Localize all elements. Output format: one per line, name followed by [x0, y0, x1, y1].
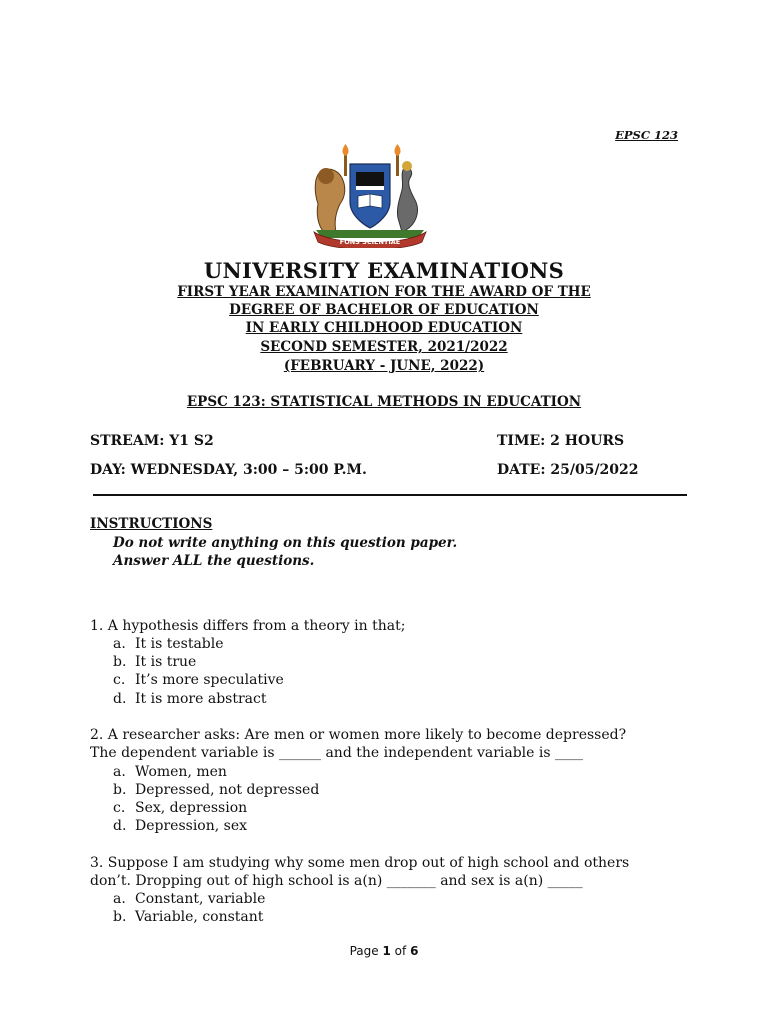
instruction-line: Answer ALL the questions.: [113, 553, 315, 569]
question-3-text: 3. Suppose I am studying why some men drop out of high school and others: [90, 855, 630, 871]
question-1-option: c. It’s more speculative: [113, 672, 284, 688]
university-crest-logo: [306, 142, 434, 248]
question-1-option: d. It is more abstract: [113, 691, 267, 707]
question-3-option: a. Constant, variable: [113, 891, 266, 907]
instructions-heading: INSTRUCTIONS: [90, 516, 213, 532]
date-label: DATE: 25/05/2022: [497, 462, 639, 478]
question-1-option: b. It is true: [113, 654, 197, 670]
divider-line: [93, 494, 687, 496]
instruction-line: Do not write anything on this question paper.: [113, 535, 458, 551]
exam-title: UNIVERSITY EXAMINATIONS: [203, 258, 565, 283]
question-2-text: 2. A researcher asks: Are men or women more likely to become depressed?: [90, 727, 627, 743]
course-title: EPSC 123: STATISTICAL METHODS IN EDUCATION: [186, 394, 582, 410]
day-label: DAY: WEDNESDAY, 3:00 – 5:00 P.M.: [90, 462, 367, 478]
question-2-option: c. Sex, depression: [113, 800, 248, 816]
subtitle-line: (FEBRUARY - JUNE, 2022): [283, 358, 485, 374]
subtitle-line: SECOND SEMESTER, 2021/2022: [260, 339, 508, 355]
question-2-text: The dependent variable is ______ and the independent variable is ____: [90, 745, 584, 761]
subtitle-line: DEGREE OF BACHELOR OF EDUCATION: [229, 302, 539, 318]
time-label: TIME: 2 HOURS: [497, 433, 625, 449]
subtitle-line: IN EARLY CHILDHOOD EDUCATION: [245, 320, 523, 336]
question-2-option: b. Depressed, not depressed: [113, 782, 320, 798]
subtitle-line: FIRST YEAR EXAMINATION FOR THE AWARD OF THE: [177, 284, 591, 300]
question-2-option: d. Depression, sex: [113, 818, 248, 834]
question-3-option: b. Variable, constant: [113, 909, 264, 925]
course-code-header: EPSC 123: [615, 128, 678, 142]
stream-label: STREAM: Y1 S2: [90, 433, 214, 449]
question-2-option: a. Women, men: [113, 764, 227, 780]
crest-motto: FONS SCIENTIAE: [339, 238, 401, 246]
page-number-footer: Page 1 of 6: [349, 944, 419, 958]
question-1-option: a. It is testable: [113, 636, 224, 652]
question-1-text: 1. A hypothesis differs from a theory in that;: [90, 618, 406, 634]
question-3-text: don’t. Dropping out of high school is a(n) _______ and sex is a(n) _____: [90, 873, 583, 889]
